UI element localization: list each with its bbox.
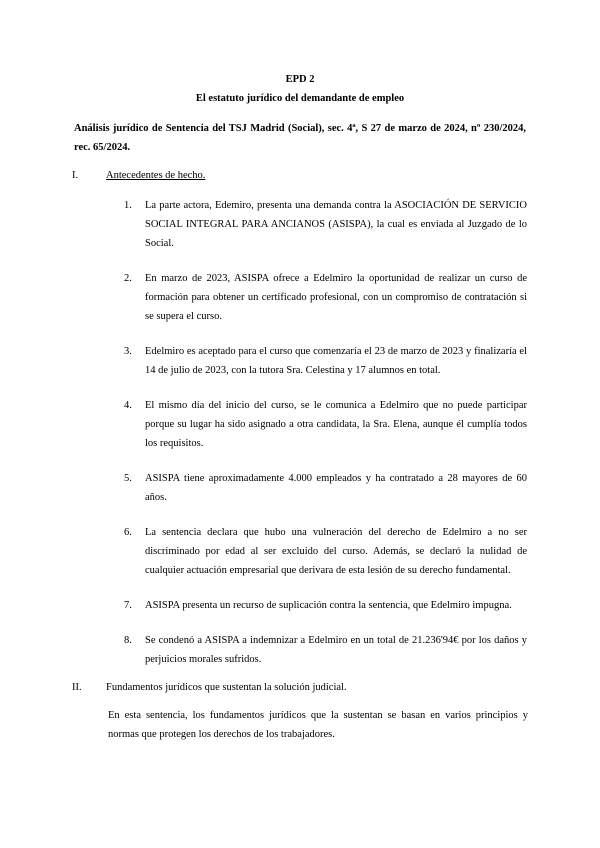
list-item [124,631,527,669]
section-title: Fundamentos jurídicos que sustentan la solución judicial. [106,682,347,693]
section-number: II. [72,682,82,693]
item-text: La parte actora, Edemiro, presenta una demanda contra la ASOCIACIÓN DE SERVICIO SOCIAL INTEGRAL PARA ANCIANOS (ASISPA), la cual es enviada al Juzgado de lo Social. [145,200,527,249]
document-title: EPD 2 [285,74,315,85]
item-number: 6. [124,527,132,538]
section-fundamentos [72,679,527,697]
item-number: 1. [124,200,132,211]
item-number: 7. [124,600,132,611]
section-title: Antecedentes de hecho. [106,170,206,181]
section-number: I. [72,170,79,181]
list-item [124,396,527,453]
list-item [124,523,527,580]
list-item [124,342,527,380]
list-item [124,596,527,615]
item-text: La sentencia declara que hubo una vulneración del derecho de Edelmiro a no ser discriminado por edad al ser excluido del curso. Además, se declaró la nulidad de cualquier actuación empresarial que derivara de esta lesión de su derecho fundamental. [145,527,527,576]
item-number: 4. [124,400,132,411]
section-antecedentes [72,167,527,185]
item-text: ASISPA presenta un recurso de suplicación contra la sentencia, que Edelmiro impugna. [145,600,512,611]
item-text: En marzo de 2023, ASISPA ofrece a Edelmiro la oportunidad de realizar un curso de formación para obtener un certificado profesional, con un compromiso de contratación si se supera el curso. [145,273,527,322]
analysis-heading: Análisis jurídico de Sentencia del TSJ Madrid (Social), sec. 4ª, S 27 de marzo de 2024, nº 230/2024, rec. 65/2024. [74,123,526,153]
item-text: Se condenó a ASISPA a indemnizar a Edelmiro en un total de 21.236'94€ por los daños y perjuicios morales sufridos. [145,635,527,665]
list-item [124,269,527,326]
item-number: 5. [124,473,132,484]
document-subtitle: El estatuto jurídico del demandante de empleo [195,93,405,104]
section-paragraph: En esta sentencia, los fundamentos jurídicos que la sustentan se basan en varios principios y normas que protegen los derechos de los trabajadores. [108,710,528,740]
list-item [124,196,527,253]
item-text: ASISPA tiene aproximadamente 4.000 empleados y ha contratado a 28 mayores de 60 años. [145,473,527,503]
item-text: Edelmiro es aceptado para el curso que comenzaría el 23 de marzo de 2023 y finalizaría el 14 de julio de 2023, con la tutora Sra. Celestina y 17 alumnos en total. [145,346,527,376]
item-number: 3. [124,346,132,357]
facts-list [124,196,527,685]
list-item [124,469,527,507]
item-number: 8. [124,635,132,646]
item-text: El mismo día del inicio del curso, se le comunica a Edelmiro que no puede participar porque su lugar ha sido asignado a otra candidata, la Sra. Elena, aunque él cumplía todos los requisitos. [145,400,527,449]
item-number: 2. [124,273,132,284]
